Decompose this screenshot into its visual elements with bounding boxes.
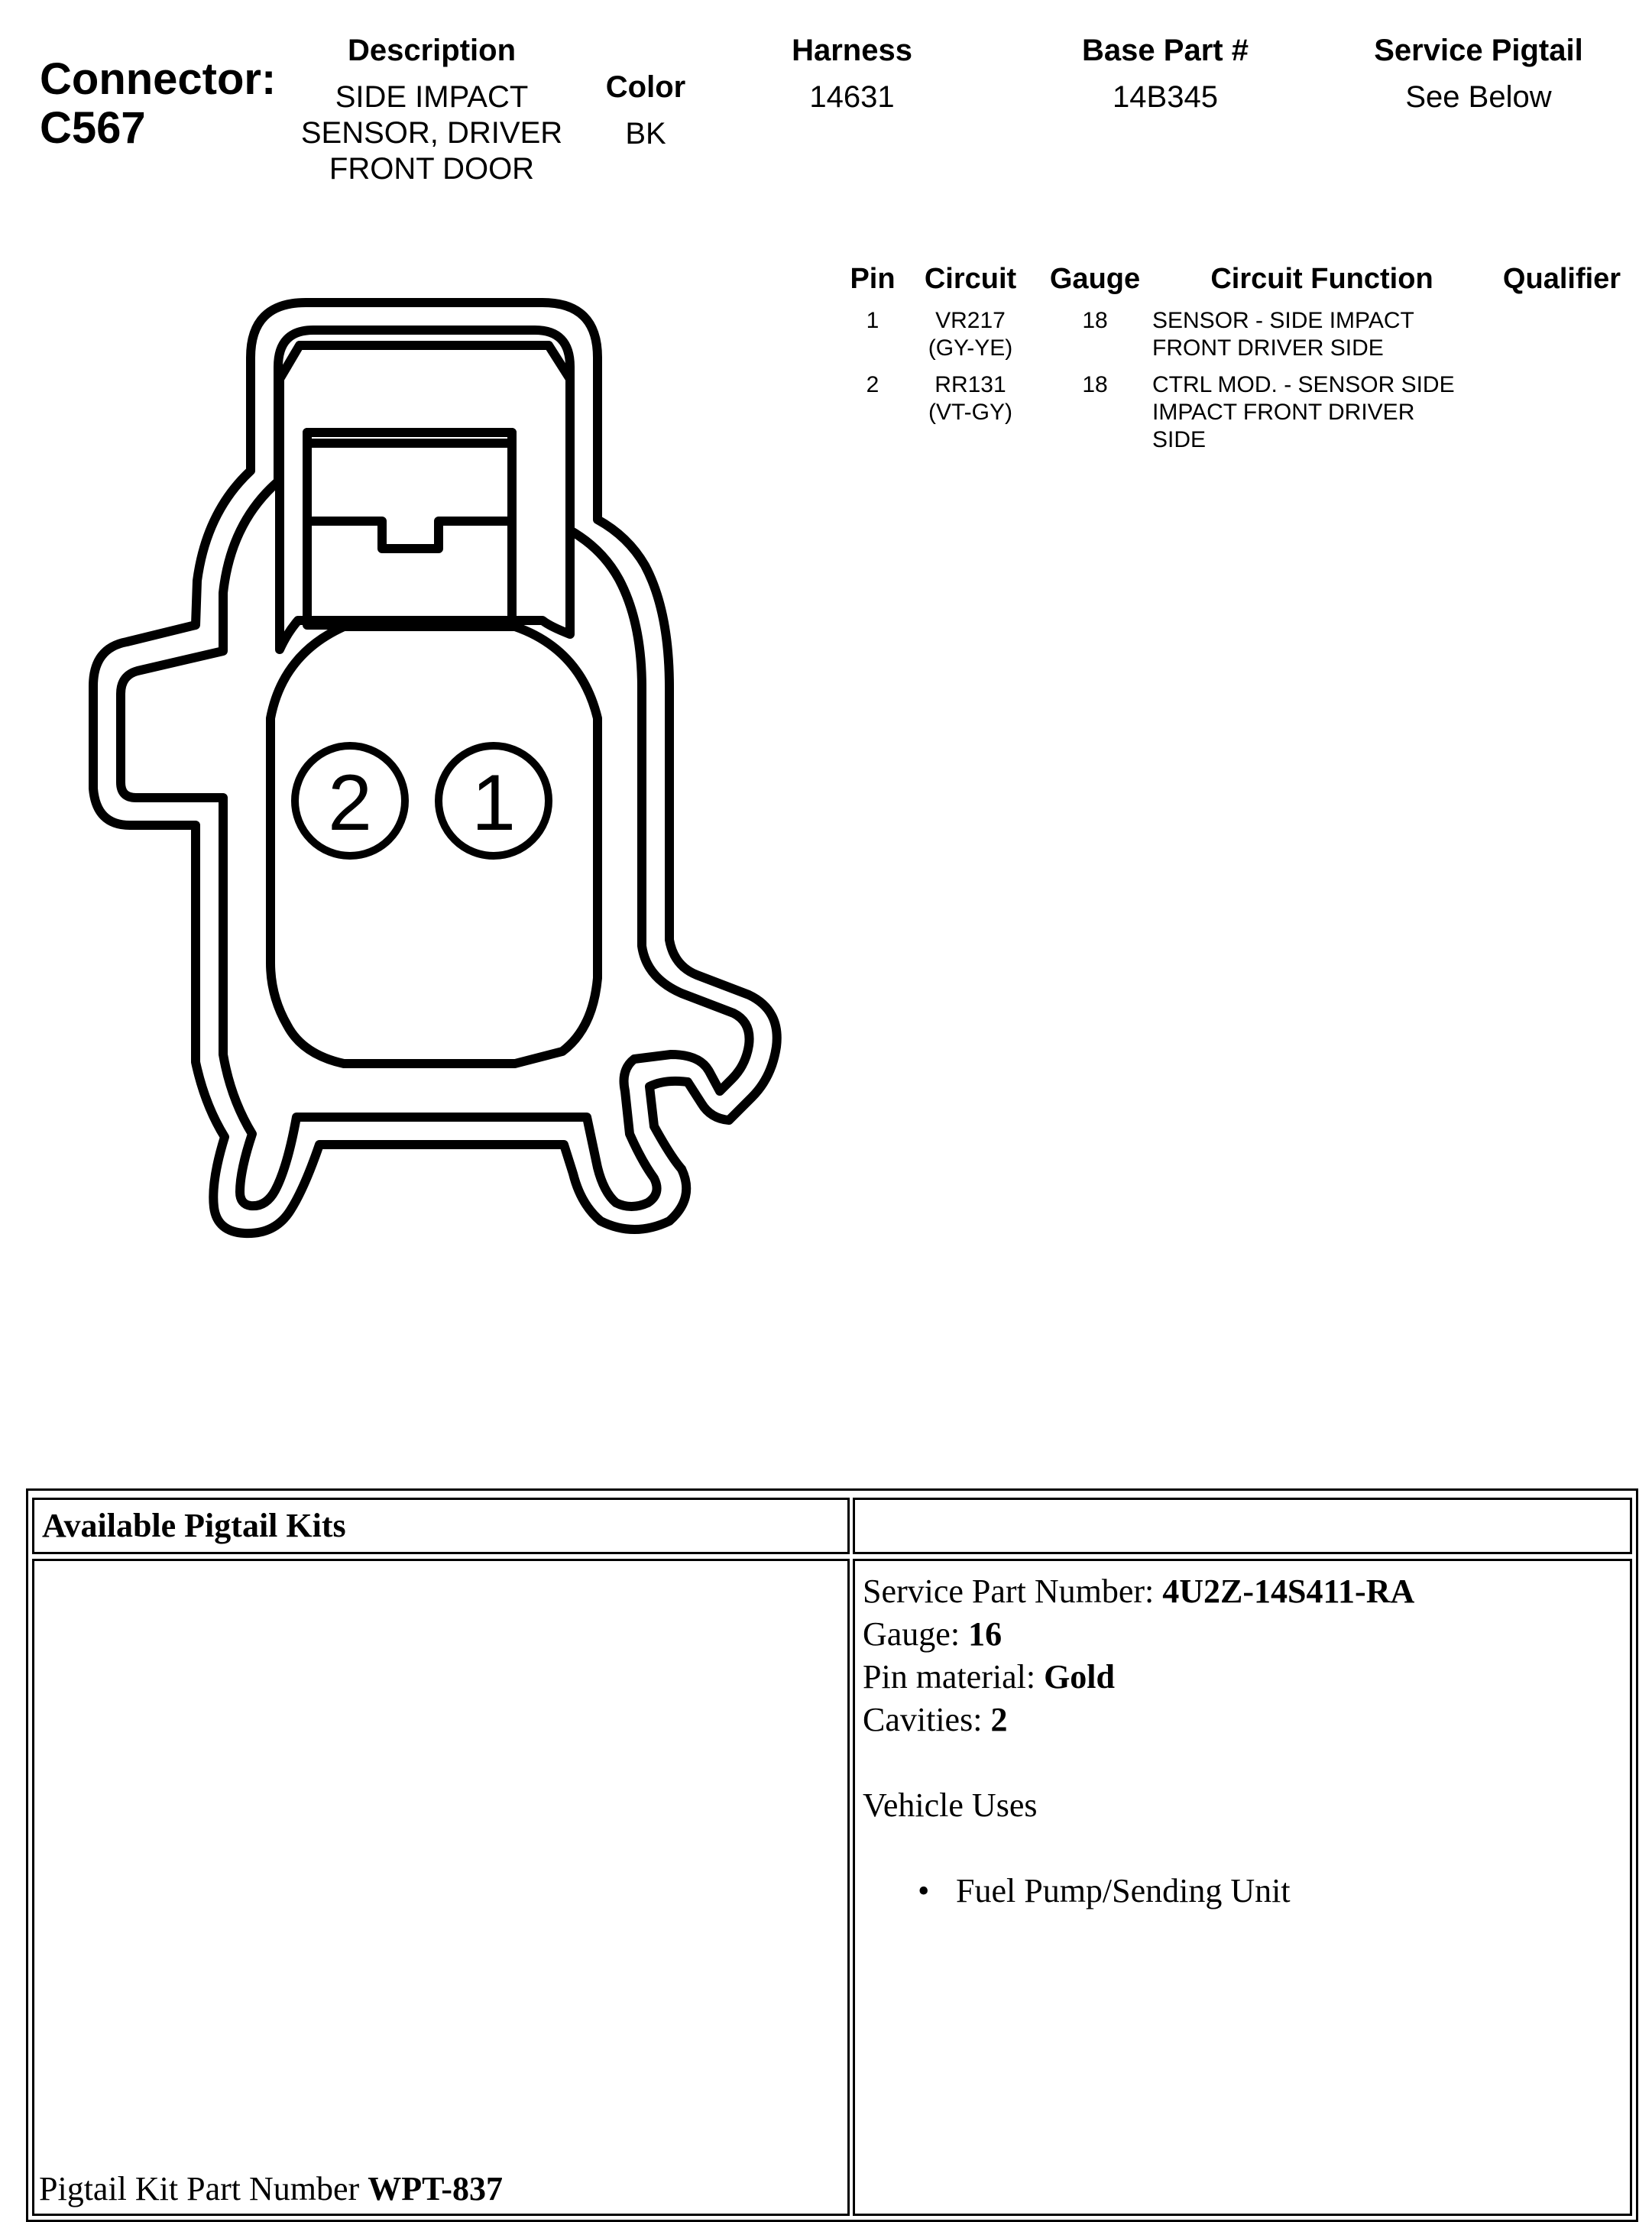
- pigtail-details-cell: [853, 1559, 1632, 2216]
- cavities-line: [863, 1699, 1622, 1741]
- description-line-3: FRONT DOOR: [329, 152, 535, 186]
- function-line: SENSOR - SIDE IMPACT: [1152, 308, 1414, 333]
- function-line: IMPACT FRONT DRIVER: [1152, 400, 1415, 425]
- table-row-1-circuit: [909, 307, 1032, 362]
- gauge-value: 16: [968, 1615, 1003, 1653]
- pigtail-kit-part-number: WPT-837: [368, 2170, 504, 2207]
- base-part-header: Base Part #: [1082, 34, 1249, 67]
- pigtail-kits-title-cell: [32, 1498, 850, 1554]
- qualifier-col-header: Qualifier: [1502, 263, 1621, 295]
- table-row-2-gauge: 18: [1082, 372, 1108, 397]
- description-value: [275, 79, 588, 187]
- table-row-1-pin: 1: [866, 308, 879, 333]
- harness-header: Harness: [792, 34, 912, 67]
- table-row-1-function: [1152, 307, 1481, 362]
- gauge-label: Gauge:: [863, 1615, 969, 1653]
- cavities-value: 2: [990, 1701, 1008, 1738]
- service-part-label: Service Part Number:: [863, 1573, 1163, 1610]
- function-col-header: Circuit Function: [1210, 263, 1433, 295]
- circuit-color: (GY-YE): [928, 335, 1013, 361]
- circuit-code: VR217: [935, 308, 1006, 333]
- function-line: CTRL MOD. - SENSOR SIDE: [1152, 372, 1455, 397]
- vehicle-uses-list: [863, 1870, 1622, 1913]
- connector-face-diagram: [53, 290, 802, 1276]
- gauge-line: [863, 1613, 1622, 1656]
- housing-inner-outline: [121, 330, 750, 1207]
- description-header: Description: [347, 34, 517, 67]
- function-line: FRONT DRIVER SIDE: [1152, 335, 1384, 361]
- harness-value: 14631: [809, 80, 895, 114]
- description-line-1: SIDE IMPACT: [335, 80, 529, 114]
- vehicle-uses-heading: Vehicle Uses: [863, 1786, 1038, 1824]
- pigtail-kits-title: Available Pigtail Kits: [42, 1507, 346, 1544]
- pin-material-line: [863, 1656, 1622, 1699]
- latch-window: [307, 432, 512, 625]
- gauge-col-header: Gauge: [1049, 263, 1141, 295]
- pigtail-details: [863, 1570, 1622, 1913]
- cavities-label: Cavities:: [863, 1701, 991, 1738]
- connector-label: Connector:: [40, 54, 277, 104]
- latch-tab: [307, 521, 512, 549]
- list-item: • Fuel Pump/Sending Unit: [918, 1870, 1622, 1913]
- pigtail-image-cell: [32, 1559, 850, 2216]
- service-pigtail-header: Service Pigtail: [1374, 34, 1583, 67]
- table-row-2-function: [1152, 371, 1481, 454]
- base-part-value: 14B345: [1113, 80, 1218, 114]
- pin-material-value: Gold: [1044, 1658, 1115, 1696]
- table-row-2-circuit: [909, 371, 1032, 426]
- service-part-value: 4U2Z-14S411-RA: [1162, 1573, 1415, 1610]
- table-row-1-gauge: 18: [1082, 308, 1108, 333]
- pin-col-header: Pin: [850, 263, 896, 295]
- color-value: BK: [625, 117, 666, 151]
- pigtail-kit-part-label: Pigtail Kit Part Number: [39, 2170, 368, 2207]
- service-pigtail-value: See Below: [1405, 80, 1552, 114]
- circuit-color: (VT-GY): [928, 400, 1012, 425]
- circuit-code: RR131: [935, 372, 1006, 397]
- latch-frame: [280, 345, 570, 649]
- pin-material-label: Pin material:: [863, 1658, 1045, 1696]
- description-line-2: SENSOR, DRIVER: [300, 116, 563, 150]
- circuit-col-header: Circuit: [924, 263, 1017, 295]
- function-line: SIDE: [1152, 427, 1207, 452]
- service-part-line: [863, 1570, 1622, 1613]
- connector-id: C567: [40, 103, 146, 153]
- color-header: Color: [605, 70, 686, 104]
- cavity-2-label: 2: [328, 759, 372, 847]
- connector-heading: [40, 55, 276, 153]
- table-row-2-pin: 2: [866, 372, 879, 397]
- cavity-1-label: 1: [471, 759, 516, 847]
- pigtail-kits-title-empty-cell: [853, 1498, 1632, 1554]
- pigtail-kit-part-line: [39, 2168, 503, 2211]
